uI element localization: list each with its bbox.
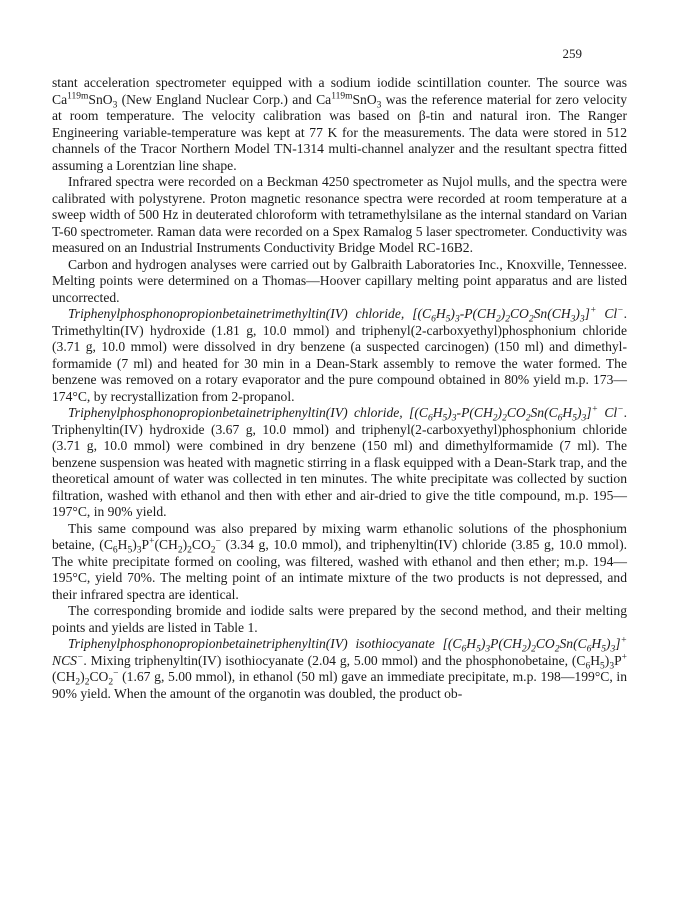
text-run: 2	[108, 677, 114, 688]
text-run: 5	[442, 413, 448, 424]
text-run: 6	[112, 545, 118, 556]
text-run: 6	[586, 644, 592, 655]
text-run: )	[182, 537, 188, 552]
text-run: 2	[187, 545, 192, 556]
text-run: 119m	[67, 90, 89, 101]
text-run: 5	[572, 413, 577, 424]
text-run: 3	[610, 644, 616, 655]
text-run: H	[562, 405, 573, 420]
text-run: 2	[210, 545, 216, 556]
text-run: H	[432, 405, 443, 420]
text-run: 2	[492, 413, 498, 424]
text-run: Sn(C	[559, 636, 587, 651]
paragraph-infrared	[52, 174, 631, 257]
text-run: 2	[528, 314, 534, 325]
text-run: −	[215, 536, 221, 547]
text-run: )	[447, 405, 452, 420]
paragraph-alternate-preparation	[52, 520, 631, 604]
text-run: Cl	[596, 306, 618, 321]
text-run: CO	[535, 636, 555, 651]
text-run: +	[589, 305, 597, 316]
text-run: 5	[445, 314, 451, 325]
text-run: 3	[485, 644, 491, 655]
text-run: 5	[127, 545, 133, 556]
text-run: )	[450, 306, 455, 321]
text-run: P	[614, 652, 622, 668]
text-run: H	[466, 636, 477, 651]
text-run: )	[500, 306, 506, 321]
text-run: (CH	[154, 537, 178, 552]
paragraph-trimethyltin-chloride	[52, 305, 631, 405]
text-run: This same compound was also prepared by mixing warm ethanolic solutions of the phosphonium betaine, (C	[52, 520, 631, 552]
text-run: 3	[454, 314, 460, 325]
text-run: H	[590, 652, 601, 668]
text-run: Triphenylphosphonopropionbetainetrimethyltin(IV) chloride, [(C	[68, 306, 432, 321]
paragraph-mossbauer	[52, 75, 631, 174]
text-run: 2	[531, 644, 536, 655]
text-run: Sn(C	[530, 405, 558, 420]
text-run: +	[620, 635, 627, 646]
text-run: 3	[570, 314, 576, 325]
text-run: )	[576, 405, 582, 420]
text-run: )	[575, 306, 580, 321]
text-run: Sn(CH	[533, 306, 571, 321]
text-run: 3	[112, 100, 118, 111]
text-run: 2	[505, 314, 510, 325]
text-run: NCS	[52, 636, 631, 668]
text-run: ]	[586, 405, 592, 420]
text-run: (New England Nuclear Corp.) and Ca	[117, 91, 332, 107]
page-number: 259	[562, 46, 582, 61]
text-run: 3	[376, 100, 382, 111]
text-run: 5	[476, 644, 481, 655]
text-run: H	[435, 306, 446, 321]
text-run: SnO	[88, 91, 113, 107]
text-run: 6	[431, 314, 436, 325]
text-run: +	[149, 536, 155, 547]
text-run: −	[76, 651, 84, 662]
paragraph-isothiocyanate	[52, 635, 631, 702]
text-run: . Triphenyltin(IV) hydroxide (3.67 g, 10.0 mmol) and triphenyl(2-carboxyethyl)phosphonium chloride (3.71 g, 10.0 mmol) were combined in dry benzene (150 ml) and dimethylformamide (7 ml). The benzene suspension was heated with magnetic stirring in a flask equipped with a Dean-Stark trap, and the theoretical amount of water was collected in ten minutes. The white precipitate was collected by suction filtration, washed with ethanol and then with ether and air-dried to give the title compound, m.p. 195—197°C, in 90% yield.	[52, 405, 631, 519]
text-run: 2	[525, 413, 531, 424]
text-run: 3	[609, 661, 615, 672]
text-run: 6	[557, 413, 563, 424]
text-run: −	[617, 305, 624, 316]
text-run: The corresponding bromide and iodide salts were prepared by the second method, and their melting points and yields are listed in Table 1.	[52, 603, 631, 635]
text-run: 2	[502, 413, 507, 424]
text-run: )	[132, 537, 137, 552]
text-run: 3	[136, 545, 142, 556]
body-text	[52, 75, 631, 702]
text-run: 2	[177, 545, 183, 556]
text-run: )	[606, 636, 611, 651]
text-run: −	[617, 404, 624, 415]
text-run: (CH	[52, 652, 631, 684]
text-run: stant acceleration spectrometer equipped with a sodium iodide scintillation counter. The source was Ca	[52, 75, 631, 107]
text-run: )	[480, 636, 486, 651]
text-run: H	[591, 636, 602, 651]
text-run: P(CH	[490, 636, 522, 651]
text-run: 2	[521, 644, 527, 655]
text-run: Cl	[597, 405, 618, 420]
text-run: 6	[427, 413, 433, 424]
paragraph-analyses	[52, 256, 631, 307]
text-run: CO	[509, 306, 529, 321]
text-run: )	[80, 669, 85, 684]
text-run: Carbon and hydrogen analyses were carried out by Galbraith Laboratories Inc., Knoxville, Tennessee. Melting points were determined on a Thomas—Hoover capillary melting point apparatus and are listed uncorrected.	[52, 256, 631, 305]
text-run: CO	[89, 669, 109, 684]
text-run: . Mixing triphenyltin(IV) isothiocyanate (2.04 g, 5.00 mmol) and the phosphonobetaine, (C	[83, 652, 586, 668]
text-run: 119m	[331, 90, 353, 101]
text-run: Triphenylphosphonopropionbetainetriphenyltin(IV) chloride, [(C	[68, 405, 428, 420]
text-run: 2	[554, 644, 560, 655]
text-run: −	[113, 668, 119, 679]
text-run: 6	[461, 644, 467, 655]
text-run: -P(CH	[456, 405, 493, 420]
text-run: H	[117, 537, 128, 552]
text-run: 5	[601, 644, 606, 655]
text-run: (1.67 g, 5.00 mmol), in ethanol (50 ml) gave an immediate precipitate, m.p. 198—199°C, in 90% yield. When the amount of the organotin was doubled, the product ob-	[52, 669, 631, 701]
text-run: 3	[451, 413, 457, 424]
text-run: Infrared spectra were recorded on a Beckman 4250 spectrometer as Nujol mulls, and the spectra were calibrated with polystyrene. Proton magnetic resonance spectra were recorded at room temperature at a sweep width of 500 Hz in deuterated chloroform with tetramethylsilane as the internal standard on Varian T-60 spectrometer. Raman data were recorded on a Spex Ramalog 5 laser spectrometer. Conductivity was measured on an Industrial Instruments Conductivity Bridge Model RC-16B2.	[52, 174, 631, 255]
text-run: Triphenylphosphonopropionbetainetriphenyltin(IV) isothiocyanate [(C	[68, 636, 462, 651]
text-run: . Trimethyltin(IV) hydroxide (1.81 g, 10.0 mmol) and triphenyl(2-carboxyethyl)phosphonium chloride (3.71 g, 10.0 mmol) were dissolved in dry benzene (a suspected carcinogen) (150 ml) and dimethyl-formamide (7 ml) and heated for 30 min in a Dean-Stark assembly to remove the water formed. The benzene was removed on a rotary evaporator and the pure compound obtained in 80% yield m.p. 173—174°C, by recrystallization from 2-propanol.	[52, 306, 631, 404]
text-run: 6	[585, 661, 591, 672]
text-run: 2	[495, 314, 501, 325]
text-run: P	[141, 537, 150, 552]
text-run: CO	[506, 405, 526, 420]
paragraph-bromide-iodide	[52, 603, 631, 636]
text-run: 2	[75, 677, 81, 688]
text-run: ]	[584, 306, 590, 321]
text-run: +	[591, 404, 598, 415]
text-run: 5	[600, 661, 605, 672]
text-run: -P(CH	[459, 306, 496, 321]
text-run: ]	[615, 636, 621, 651]
text-run: )	[497, 405, 503, 420]
text-run: SnO	[352, 91, 377, 107]
text-run: )	[526, 636, 532, 651]
text-run: (3.34 g, 10.0 mmol), and triphenyltin(IV) chloride (3.85 g, 10.0 mmol). The white precipitate formed on cooling, was filtered, washed with ethanol and then ether; m.p. 194—195°C, yield 70%. The melting point of an intimate mixture of the two products is not depressed, and their infrared spectra are identical.	[52, 537, 631, 602]
paragraph-triphenyltin-chloride	[52, 404, 631, 521]
text-run: +	[621, 651, 627, 662]
text-run: 2	[84, 677, 90, 688]
text-run: was the reference material for zero velocity at room temperature. The velocity calibration was based on β-tin and natural iron. The Ranger Engineering variable-temperature was kept at 77 K for the measurements. The data were stored in 512 channels of the Tracor Northern Model TN-1314 multi-channel analyzer and the resultant spectra fitted assuming a Lorentzian line shape.	[52, 91, 631, 173]
text-run: CO	[191, 537, 211, 552]
text-run: )	[604, 652, 610, 668]
text-run: 3	[581, 413, 587, 424]
text-run: 3	[579, 314, 585, 325]
